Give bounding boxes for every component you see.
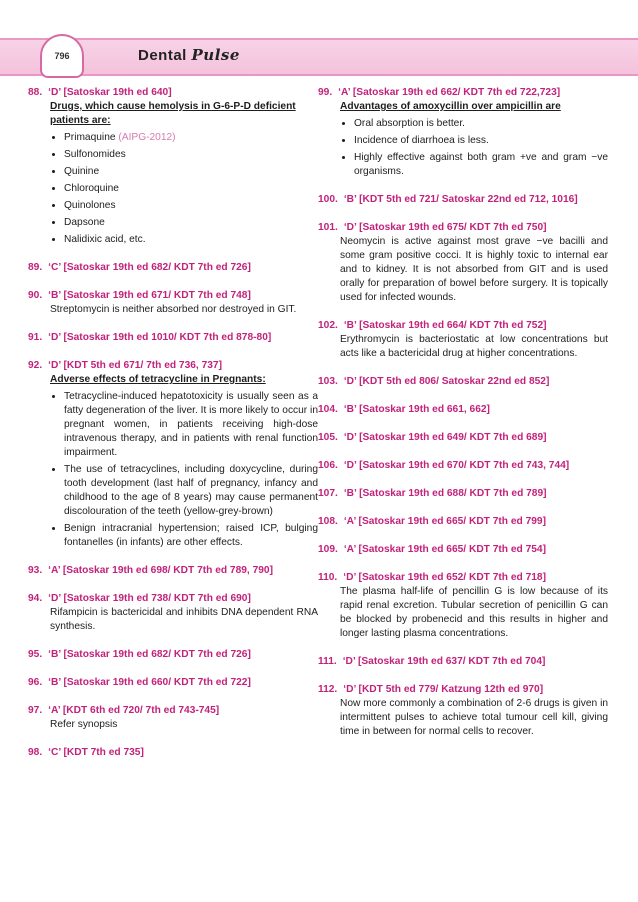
question-number: 90. bbox=[28, 290, 43, 301]
answer-reference: ‘B’ [Satoskar 19th ed 664/ KDT 7th ed 752] bbox=[343, 320, 547, 331]
answer-reference: ‘B’ [KDT 5th ed 721/ Satoskar 22nd ed 712, 1016] bbox=[343, 194, 578, 205]
question-number: 109. bbox=[318, 544, 338, 555]
answer-item bbox=[318, 543, 608, 557]
question-number: 89. bbox=[28, 262, 43, 273]
answer-line bbox=[318, 655, 608, 669]
bullet-list bbox=[340, 117, 608, 179]
bullet-item bbox=[64, 182, 318, 196]
bullet-item bbox=[354, 151, 608, 179]
right-column bbox=[318, 86, 608, 753]
answer-reference: ‘D’ [Satoskar 19th ed 675/ KDT 7th ed 750] bbox=[343, 222, 547, 233]
bullet-item bbox=[64, 463, 318, 519]
answer-item bbox=[28, 704, 318, 732]
bullet-item bbox=[64, 233, 318, 247]
book-title-brand: Pulse bbox=[191, 46, 240, 64]
answer-item bbox=[318, 221, 608, 305]
answer-reference: ‘D’ [Satoskar 19th ed 637/ KDT 7th ed 704] bbox=[342, 656, 546, 667]
answer-reference: ‘D’ [Satoskar 19th ed 1010/ KDT 7th ed 878-80] bbox=[48, 332, 272, 343]
explanation-text: Erythromycin is bacteriostatic at low concentrations but acts like a bactericidal drug at higher concentrations. bbox=[340, 334, 608, 359]
answer-line bbox=[28, 592, 318, 606]
question-number: 102. bbox=[318, 320, 338, 331]
explanation-text: Neomycin is active against most grave −ve bacilli and some gram positive cocci. It is highly toxic to internal ear and to kidney. It is not absorbed from GIT and is used orally for preparation of bowel before surgery. It is topically used for infected wounds. bbox=[340, 236, 608, 303]
book-title-word: Dental bbox=[138, 47, 187, 64]
bullet-item bbox=[64, 199, 318, 213]
answer-item bbox=[318, 487, 608, 501]
answer-reference: ‘D’ [KDT 5th ed 671/ 7th ed 736, 737] bbox=[48, 360, 222, 371]
bullet-item bbox=[64, 216, 318, 230]
explanation-text: Refer synopsis bbox=[50, 719, 118, 730]
bullet-text: Chloroquine bbox=[64, 183, 119, 194]
header-band bbox=[0, 38, 638, 76]
section-heading: Adverse effects of tetracycline in Pregnants: bbox=[50, 374, 266, 385]
answer-line bbox=[28, 86, 318, 100]
question-number: 106. bbox=[318, 460, 338, 471]
answer-reference: ‘A’ [Satoskar 19th ed 662/ KDT 7th ed 722,723] bbox=[338, 87, 561, 98]
answer-line bbox=[318, 221, 608, 235]
answer-reference: ‘D’ [KDT 5th ed 779/ Katzung 12th ed 970] bbox=[343, 684, 544, 695]
question-number: 99. bbox=[318, 87, 333, 98]
question-number: 110. bbox=[318, 572, 338, 583]
answer-reference: ‘D’ [Satoskar 19th ed 640] bbox=[48, 87, 172, 98]
answer-item bbox=[28, 331, 318, 345]
answer-line bbox=[28, 676, 318, 690]
answer-line bbox=[318, 193, 608, 207]
answer-line bbox=[28, 564, 318, 578]
answer-line bbox=[318, 86, 608, 100]
answer-line bbox=[318, 487, 608, 501]
bullet-text: The use of tetracyclines, including doxycycline, during tooth development (last half of pregnancy, infancy and childhood to the age of 8 years) may cause permanent discolouration of the teeth (yellow-grey-brown) bbox=[64, 464, 318, 517]
answer-line bbox=[318, 375, 608, 389]
answer-line bbox=[28, 359, 318, 373]
question-number: 95. bbox=[28, 649, 43, 660]
answer-reference: ‘D’ [Satoskar 19th ed 652/ KDT 7th ed 718] bbox=[343, 572, 546, 583]
answer-reference: ‘B’ [Satoskar 19th ed 688/ KDT 7th ed 789] bbox=[343, 488, 547, 499]
question-number: 105. bbox=[318, 432, 338, 443]
question-number: 103. bbox=[318, 376, 338, 387]
answer-reference: ‘B’ [Satoskar 19th ed 660/ KDT 7th ed 722] bbox=[48, 677, 251, 688]
bullet-text: Sulfonomides bbox=[64, 149, 126, 160]
answer-item bbox=[318, 403, 608, 417]
answer-item bbox=[28, 564, 318, 578]
answer-item bbox=[318, 193, 608, 207]
answer-line bbox=[28, 648, 318, 662]
answer-reference: ‘A’ [Satoskar 19th ed 665/ KDT 7th ed 754] bbox=[343, 544, 546, 555]
answer-item bbox=[318, 431, 608, 445]
bullet-item bbox=[64, 522, 318, 550]
answer-item bbox=[28, 289, 318, 317]
bullet-item bbox=[64, 148, 318, 162]
answer-reference: ‘D’ [KDT 5th ed 806/ Satoskar 22nd ed 852] bbox=[343, 376, 550, 387]
answer-item bbox=[28, 86, 318, 247]
bullet-text: Benign intracranial hypertension; raised ICP, bulging fontanelles (in infants) are other effects. bbox=[64, 523, 318, 548]
answer-item bbox=[28, 592, 318, 634]
answer-line bbox=[318, 515, 608, 529]
question-number: 112. bbox=[318, 684, 338, 695]
bullet-item bbox=[354, 134, 608, 148]
answer-line bbox=[318, 683, 608, 697]
question-number: 93. bbox=[28, 565, 43, 576]
explanation-text: Streptomycin is neither absorbed nor destroyed in GIT. bbox=[50, 304, 297, 315]
page-number: 796 bbox=[40, 34, 84, 78]
answer-reference: ‘B’ [Satoskar 19th ed 671/ KDT 7th ed 748] bbox=[48, 290, 251, 301]
question-number: 108. bbox=[318, 516, 338, 527]
answer-line bbox=[318, 319, 608, 333]
explanation-text: Rifampicin is bactericidal and inhibits DNA dependent RNA synthesis. bbox=[50, 607, 318, 632]
answer-reference: ‘D’ [Satoskar 19th ed 738/ KDT 7th ed 690] bbox=[48, 593, 251, 604]
question-number: 104. bbox=[318, 404, 338, 415]
answer-line bbox=[28, 289, 318, 303]
left-column bbox=[28, 86, 318, 774]
answer-item bbox=[28, 676, 318, 690]
answer-reference: ‘B’ [Satoskar 19th ed 682/ KDT 7th ed 726] bbox=[48, 649, 251, 660]
answer-reference: ‘A’ [Satoskar 19th ed 665/ KDT 7th ed 799] bbox=[343, 516, 546, 527]
answer-item bbox=[28, 359, 318, 550]
answer-item bbox=[28, 648, 318, 662]
exam-note: (AIPG-2012) bbox=[118, 132, 176, 143]
answer-reference: ‘D’ [Satoskar 19th ed 670/ KDT 7th ed 743, 744] bbox=[343, 460, 570, 471]
bullet-text: Quinolones bbox=[64, 200, 116, 211]
question-number: 107. bbox=[318, 488, 338, 499]
section-heading: Advantages of amoxycillin over ampicillin are bbox=[340, 101, 561, 112]
answer-item bbox=[318, 571, 608, 641]
answer-reference: ‘C’ [KDT 7th ed 735] bbox=[48, 747, 144, 758]
answer-item bbox=[318, 655, 608, 669]
question-number: 92. bbox=[28, 360, 43, 371]
answer-line bbox=[318, 431, 608, 445]
answer-reference: ‘A’ [KDT 6th ed 720/ 7th ed 743-745] bbox=[48, 705, 220, 716]
answer-line bbox=[318, 459, 608, 473]
question-number: 88. bbox=[28, 87, 43, 98]
answer-item bbox=[318, 459, 608, 473]
answer-line bbox=[28, 261, 318, 275]
answer-reference: ‘C’ [Satoskar 19th ed 682/ KDT 7th ed 726] bbox=[48, 262, 251, 273]
answer-line bbox=[318, 543, 608, 557]
bullet-text: Primaquine bbox=[64, 132, 116, 143]
answer-reference: ‘A’ [Satoskar 19th ed 698/ KDT 7th ed 789, 790] bbox=[48, 565, 273, 576]
question-number: 111. bbox=[318, 656, 337, 667]
bullet-text: Highly effective against both gram +ve and gram −ve organisms. bbox=[354, 152, 608, 177]
answer-item bbox=[318, 86, 608, 179]
question-number: 100. bbox=[318, 194, 338, 205]
bullet-list bbox=[50, 390, 318, 550]
answer-item bbox=[318, 515, 608, 529]
section-heading: Drugs, which cause hemolysis in G-6-P-D deficient patients are: bbox=[50, 101, 296, 126]
bullet-text: Oral absorption is better. bbox=[354, 118, 465, 129]
bullet-text: Quinine bbox=[64, 166, 100, 177]
answer-item bbox=[318, 375, 608, 389]
answer-line bbox=[318, 403, 608, 417]
explanation-text: The plasma half-life of pencillin G is low because of its rapid renal excretion. Tubular secretion of penicillin G can be blocked by probenecid and this results in higher and longer lasting plasma concentrations. bbox=[340, 586, 608, 639]
bullet-text: Incidence of diarrhoea is less. bbox=[354, 135, 489, 146]
answer-item bbox=[28, 261, 318, 275]
bullet-item bbox=[64, 165, 318, 179]
question-number: 101. bbox=[318, 222, 338, 233]
answer-item bbox=[28, 746, 318, 760]
bullet-item bbox=[64, 390, 318, 460]
answer-reference: ‘D’ [Satoskar 19th ed 649/ KDT 7th ed 689] bbox=[343, 432, 547, 443]
answer-reference: ‘B’ [Satoskar 19th ed 661, 662] bbox=[343, 404, 490, 415]
book-title bbox=[138, 46, 240, 64]
bullet-item bbox=[64, 131, 318, 145]
question-number: 91. bbox=[28, 332, 43, 343]
bullet-item bbox=[354, 117, 608, 131]
answer-line bbox=[28, 746, 318, 760]
explanation-text: Now more commonly a combination of 2-6 drugs is given in intermittent pulses to achieve total tumour cell kill, giving time in between for normal cells to recover. bbox=[340, 698, 608, 737]
answer-item bbox=[318, 319, 608, 361]
question-number: 97. bbox=[28, 705, 43, 716]
bullet-text: Nalidixic acid, etc. bbox=[64, 234, 146, 245]
bullet-text: Dapsone bbox=[64, 217, 105, 228]
question-number: 98. bbox=[28, 747, 43, 758]
bullet-list bbox=[50, 131, 318, 247]
question-number: 94. bbox=[28, 593, 43, 604]
bullet-text: Tetracycline-induced hepatotoxicity is usually seen as a fatty degeneration of the liver. It is more likely to occur in pregnant women, in patients receiving high-dose intravenous therapy, and in patients with renal function impairment. bbox=[64, 391, 318, 458]
answer-line bbox=[318, 571, 608, 585]
answer-item bbox=[318, 683, 608, 739]
answer-line bbox=[28, 704, 318, 718]
question-number: 96. bbox=[28, 677, 43, 688]
answer-line bbox=[28, 331, 318, 345]
